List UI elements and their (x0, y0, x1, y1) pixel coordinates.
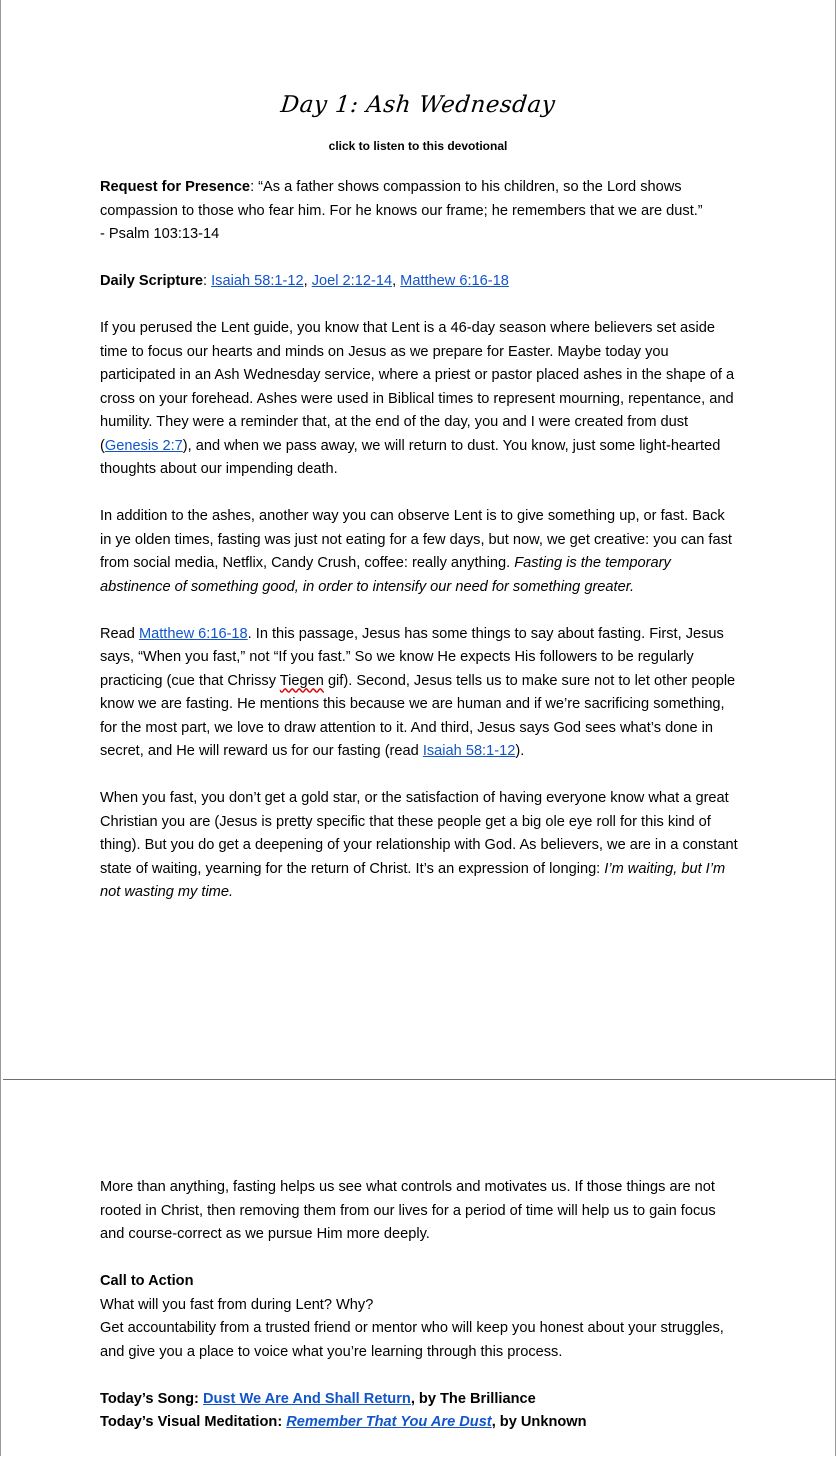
misspelled-word: Tiegen (279, 672, 324, 689)
paragraph-matthew (100, 623, 740, 764)
call-to-action-heading: Call to Action (100, 1273, 194, 1289)
paragraph-text: In addition to the ashes, another way you can observe Lent is to give something up, or fast. Back in ye olden times, fasting was just not eating for a few days, but now, we get creative: you can fast from social media, Netflix, Candy Crush, coffee: really anything. (100, 508, 732, 571)
paragraph-text: gif). Second, Jesus tells us to make sure not to let other people know we are fasting. He mentions this because we are human and if we’re sacrificing something, for the most part, we love to draw attention to it. And third, Jesus says God sees what’s done in secret, and He will reward us for our fasting (read (100, 672, 736, 759)
scripture-separator: : (203, 273, 212, 289)
fasting-definition: Fasting is the temporary abstinence of something good, in order to intensify our need for something greater. (100, 555, 671, 595)
song-link[interactable]: Dust We Are And Shall Return (202, 1390, 411, 1407)
call-to-action-line: Get accountability from a trusted friend or mentor who will keep you honest about your struggles, and give you a place to voice what you’re learning through this process. (100, 1320, 724, 1360)
scripture-label: Daily Scripture (100, 273, 204, 289)
listen-link[interactable]: click to listen to this devotional (328, 139, 508, 153)
daily-scripture (100, 270, 740, 294)
scripture-separator: , (392, 273, 401, 289)
song-artist: , by The Brilliance (410, 1390, 536, 1407)
scripture-link-isaiah[interactable]: Isaiah 58:1-12 (211, 273, 304, 289)
genesis-link[interactable]: Genesis 2:7 (104, 437, 183, 454)
page-1-body (100, 176, 740, 928)
paragraph-text: Read (100, 625, 139, 642)
document-page-2 (0, 1080, 836, 1456)
paragraph-text: More than anything, fasting helps us see what controls and motivates us. If those things are not rooted in Christ, then removing them from our lives for a period of time will help us to gain focus and course-correct as we pursue Him more deeply. (100, 1179, 716, 1242)
call-to-action-line: What will you fast from during Lent? Why? (100, 1296, 374, 1313)
paragraph-text: When you fast, you don’t get a gold star, or the satisfaction of having everyone know what a great Christian you are (Jesus is pretty specific that these people get a big ole eye roll for this kind of thing). But you do get a deepening of your relationship with God. As believers, we are in a constant state of waiting, yearning for the return of Christ. It’s an expression of longing: (100, 790, 738, 877)
song-label: Today’s Song: (100, 1390, 203, 1407)
call-to-action (100, 1270, 740, 1364)
scripture-separator: , (303, 273, 312, 289)
todays-media (100, 1388, 740, 1435)
paragraph-gold-star (100, 787, 740, 905)
paragraph-more-than-anything (100, 1176, 740, 1247)
page-2-body (100, 1176, 740, 1458)
paragraph-text: ). (515, 743, 525, 759)
paragraph-text: . In this passage, Jesus has some things to say about fasting. First, Jesus says, “When you fast,” not “If you fast.” So we know He expects His followers to be regularly practicing (cue that Chrissy (100, 625, 724, 689)
visual-meditation-artist: , by Unknown (491, 1414, 587, 1430)
request-text: : “As a father shows compassion to his children, so the Lord shows compassion to those who fear him. For he knows our frame; he remembers that we are dust.” (100, 179, 703, 219)
request-label: Request for Presence (100, 179, 251, 195)
paragraph-fasting (100, 505, 740, 599)
request-for-presence (100, 176, 740, 247)
scripture-link-joel[interactable]: Joel 2:12-14 (311, 273, 393, 289)
visual-meditation-label: Today’s Visual Meditation: (100, 1414, 287, 1430)
paragraph-text: If you perused the Lent guide, you know that Lent is a 46-day season where believers set aside time to focus our hearts and minds on Jesus as we prepare for Easter. Maybe today you participated in an Ash Wednesday service, where a priest or pastor placed ashes in the shape of a cross on your forehead. Ashes were used in Biblical times to represent mourning, repentance, and humility. They were a reminder that, at the end of the day, you and I were created from dust ( (100, 320, 735, 454)
paragraph-lent-intro (100, 317, 740, 482)
page-title: Day 1: Ash Wednesday (279, 92, 557, 118)
matthew-link[interactable]: Matthew 6:16-18 (138, 625, 248, 642)
longing-expression: I’m waiting, but I’m not wasting my time. (100, 860, 726, 900)
isaiah-link[interactable]: Isaiah 58:1-12 (422, 743, 516, 759)
visual-meditation-link[interactable]: Remember That You Are Dust (286, 1414, 492, 1430)
paragraph-text: ), and when we pass away, we will return to dust. You know, just some light-hearted thoughts about our impending death. (100, 437, 721, 477)
request-citation: - Psalm 103:13-14 (100, 226, 220, 242)
scripture-link-matthew[interactable]: Matthew 6:16-18 (400, 273, 509, 289)
